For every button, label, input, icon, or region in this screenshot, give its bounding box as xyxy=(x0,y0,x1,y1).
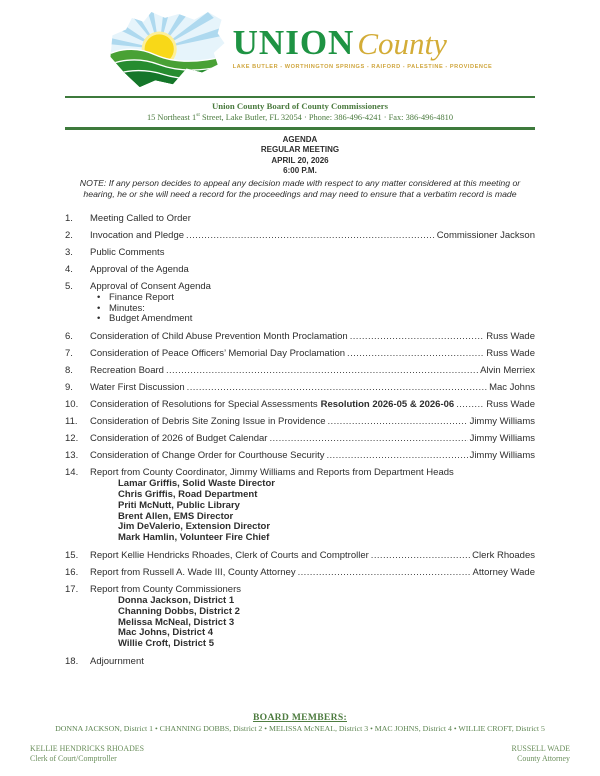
agenda-item-text: Adjournment xyxy=(90,655,144,667)
agenda-item-body xyxy=(90,656,535,667)
agenda-item xyxy=(65,264,535,275)
agenda-sub-item: Lamar Griffis, Solid Waste Director xyxy=(118,478,275,490)
dot-leader xyxy=(347,348,484,359)
agenda-item-number: 13. xyxy=(65,450,79,462)
agenda-item-number: 6. xyxy=(65,331,73,343)
org-header xyxy=(65,96,535,130)
agenda-item-text: Consideration of Peace Officers’ Memorial Day Proclamation xyxy=(90,348,346,360)
agenda-item-body xyxy=(90,467,535,544)
agenda-item-text: Report from County Coordinator, Jimmy Williams and Reports from Department Heads xyxy=(90,467,454,479)
logo-wordmark xyxy=(233,12,493,70)
agenda-item-number: 3. xyxy=(65,246,73,258)
attorney-name: RUSSELL WADE xyxy=(511,744,570,754)
agenda-sub-item: Mac Johns, District 4 xyxy=(118,627,214,639)
org-address xyxy=(65,112,535,124)
agenda-item-body xyxy=(90,450,535,461)
logo-wordmark-secondary: County xyxy=(357,26,447,61)
agenda-item-text: Invocation and Pledge xyxy=(90,229,185,241)
dot-leader xyxy=(298,567,471,578)
dot-leader xyxy=(166,365,478,376)
agenda-item-presenter: Russ Wade xyxy=(486,331,535,343)
org-address-ordinal: st xyxy=(196,112,200,119)
agenda-item-body xyxy=(90,281,535,325)
agenda-item xyxy=(65,247,535,258)
agenda-item-text: Consideration of Debris Site Zoning Issue in Providence xyxy=(90,416,326,428)
agenda-item-text: Meeting Called to Order xyxy=(90,212,191,224)
agenda-item xyxy=(65,567,535,578)
agenda-sub-item: • Finance Report xyxy=(90,293,535,304)
agenda-item-body xyxy=(90,264,535,275)
agenda-item-number: 5. xyxy=(65,280,73,292)
agenda-item-number: 7. xyxy=(65,348,73,360)
agenda-item-body xyxy=(90,584,535,650)
board-members-list: DONNA JACKSON, District 1 • CHANNING DOBBS, District 2 • MELISSA McNEAL, District 3 • MAC JOHNS, District 4 • WILLIE CROFT, District 5 xyxy=(55,724,545,734)
agenda-sub-item: Melissa McNeal, District 3 xyxy=(118,616,235,628)
agenda-item xyxy=(65,467,535,544)
agenda-item-number: 17. xyxy=(65,583,79,595)
agenda-sub-items xyxy=(90,479,535,544)
dot-leader xyxy=(328,416,468,427)
agenda-item-body xyxy=(90,213,535,224)
agenda-sub-item: Donna Jackson, District 1 xyxy=(118,594,235,606)
dot-leader xyxy=(326,450,467,461)
agenda-item xyxy=(65,230,535,241)
agenda-item-number: 1. xyxy=(65,212,73,224)
agenda-item-text: Water First Discussion xyxy=(90,382,185,394)
meeting-time: 6:00 P.M. xyxy=(283,165,317,175)
agenda-item-body xyxy=(90,247,535,258)
agenda-item-number: 9. xyxy=(65,382,73,394)
agenda-item-text: Consideration of Resolutions for Special Assessments xyxy=(90,399,318,411)
agenda-item-number: 18. xyxy=(65,655,79,667)
agenda-item-number: 4. xyxy=(65,263,73,275)
agenda-item-presenter: Russ Wade xyxy=(486,348,535,360)
agenda-list xyxy=(65,213,535,667)
board-members-heading: BOARD MEMBERS: xyxy=(252,711,347,723)
agenda-item-text: Report from Russell A. Wade III, County Attorney xyxy=(90,566,296,578)
agenda-item-bold-text: Resolution 2026-05 & 2026-06 xyxy=(320,399,455,411)
agenda-item-number: 2. xyxy=(65,229,73,241)
agenda-item-number: 14. xyxy=(65,467,79,479)
agenda-item xyxy=(65,550,535,561)
attorney-title: County Attorney xyxy=(517,754,570,764)
agenda-item xyxy=(65,584,535,650)
meeting-type: REGULAR MEETING xyxy=(260,145,340,155)
agenda-sub-item: • Budget Amendment xyxy=(90,314,535,325)
dot-leader xyxy=(269,433,467,444)
agenda-item xyxy=(65,416,535,427)
agenda-item xyxy=(65,281,535,325)
agenda-item-body xyxy=(90,416,535,427)
attorney-block xyxy=(511,744,570,764)
agenda-item-body xyxy=(90,382,535,393)
agenda-sub-items xyxy=(90,596,535,650)
clerk-block xyxy=(30,744,144,764)
agenda-item-presenter: Jimmy Williams xyxy=(469,450,535,462)
agenda-sub-item: Chris Griffis, Road Department xyxy=(118,489,258,500)
agenda-sub-item: Priti McNutt, Public Library xyxy=(118,499,240,511)
dot-leader xyxy=(456,399,484,410)
agenda-item-text: Recreation Board xyxy=(90,365,164,377)
agenda-item-presenter: Russ Wade xyxy=(486,399,535,411)
agenda-item xyxy=(65,450,535,461)
agenda-item xyxy=(65,399,535,410)
agenda-item-body xyxy=(90,399,535,410)
agenda-item-text: Consideration of Change Order for Courthouse Security xyxy=(90,450,325,462)
agenda-item-number: 11. xyxy=(65,416,78,428)
agenda-item-body xyxy=(90,433,535,444)
agenda-item-presenter: Commissioner Jackson xyxy=(436,229,535,241)
agenda-title: AGENDA xyxy=(282,135,318,145)
agenda-sub-item: Willie Croft, District 5 xyxy=(118,638,214,650)
agenda-item-presenter: Alvin Merriex xyxy=(480,365,535,377)
meeting-date: APRIL 20, 2026 xyxy=(271,155,329,165)
agenda-item-text: Public Comments xyxy=(90,246,165,258)
dot-leader xyxy=(187,382,487,393)
dot-leader xyxy=(371,550,470,561)
agenda-item xyxy=(65,213,535,224)
agenda-item-presenter: Clerk Rhoades xyxy=(472,549,535,561)
agenda-item xyxy=(65,433,535,444)
agenda-item xyxy=(65,348,535,359)
agenda-item-presenter: Mac Johns xyxy=(489,382,535,394)
agenda-item-text: Consideration of 2026 of Budget Calendar xyxy=(90,433,268,445)
logo-wordmark-primary: UNION xyxy=(232,23,355,62)
meeting-heading xyxy=(0,135,600,176)
agenda-item xyxy=(65,382,535,393)
union-county-logo xyxy=(0,0,600,88)
agenda-item-body xyxy=(90,348,535,359)
org-address-rest: Street, Lake Butler, FL 32054 · Phone: 386-496-4241 · Fax: 386-496-4810 xyxy=(199,113,454,123)
agenda-sub-item: Jim DeValerio, Extension Director xyxy=(118,521,271,533)
footer xyxy=(0,712,600,764)
clerk-title: Clerk of Court/Comptroller xyxy=(30,754,117,764)
agenda-item-presenter: Jimmy Williams xyxy=(469,433,535,445)
agenda-item-number: 15. xyxy=(65,549,79,561)
agenda-sub-item: Channing Dobbs, District 2 xyxy=(118,605,240,617)
dot-leader xyxy=(186,230,435,241)
agenda-sub-item: Brent Allen, EMS Director xyxy=(118,510,234,522)
agenda-item-text: Consideration of Child Abuse Prevention Month Proclamation xyxy=(90,331,348,343)
agenda-item-number: 16. xyxy=(65,566,79,578)
agenda-item-body xyxy=(90,230,535,241)
agenda-item-number: 12. xyxy=(65,433,79,445)
bottom-rule xyxy=(65,127,535,130)
agenda-item-presenter: Attorney Wade xyxy=(472,566,535,578)
logo-tagline: LAKE BUTLER - WORTHINGTON SPRINGS - RAIFORD - PALESTINE - PROVIDENCE xyxy=(232,64,493,70)
agenda-item-body xyxy=(90,365,535,376)
agenda-sub-items xyxy=(90,293,535,325)
agenda-item-text: Report Kellie Hendricks Rhoades, Clerk of Courts and Comptroller xyxy=(90,549,369,561)
org-address-street: 15 Northeast 1 xyxy=(146,113,197,123)
org-name: Union County Board of County Commissioners xyxy=(212,101,388,111)
agenda-item-number: 10. xyxy=(65,399,79,411)
agenda-item-body xyxy=(90,550,535,561)
dot-leader xyxy=(350,331,485,342)
agenda-item-text: Report from County Commissioners xyxy=(90,583,241,595)
footer-officials xyxy=(0,744,600,764)
top-rule xyxy=(65,96,535,98)
agenda-item xyxy=(65,331,535,342)
agenda-item xyxy=(65,656,535,667)
agenda-item-presenter: Jimmy Williams xyxy=(469,416,535,428)
clerk-name: KELLIE HENDRICKS RHOADES xyxy=(30,744,144,754)
agenda-item-text: Approval of Consent Agenda xyxy=(90,280,211,292)
agenda-item-body xyxy=(90,567,535,578)
appeal-notice: NOTE: If any person decides to appeal any decision made with respect to any matter considered at this meeting or hearing, he or she will need a record for the proceedings and may need to ensure that a verbatim record is made xyxy=(79,178,521,200)
agenda-item-text: Approval of the Agenda xyxy=(90,263,189,275)
agenda-sub-item: Mark Hamlin, Volunteer Fire Chief xyxy=(118,532,270,544)
agenda-item-body xyxy=(90,331,535,342)
agenda-item-number: 8. xyxy=(65,365,73,377)
county-shape-graphic xyxy=(108,12,226,88)
agenda-sub-item: • Minutes: xyxy=(90,304,535,315)
agenda-item xyxy=(65,365,535,376)
